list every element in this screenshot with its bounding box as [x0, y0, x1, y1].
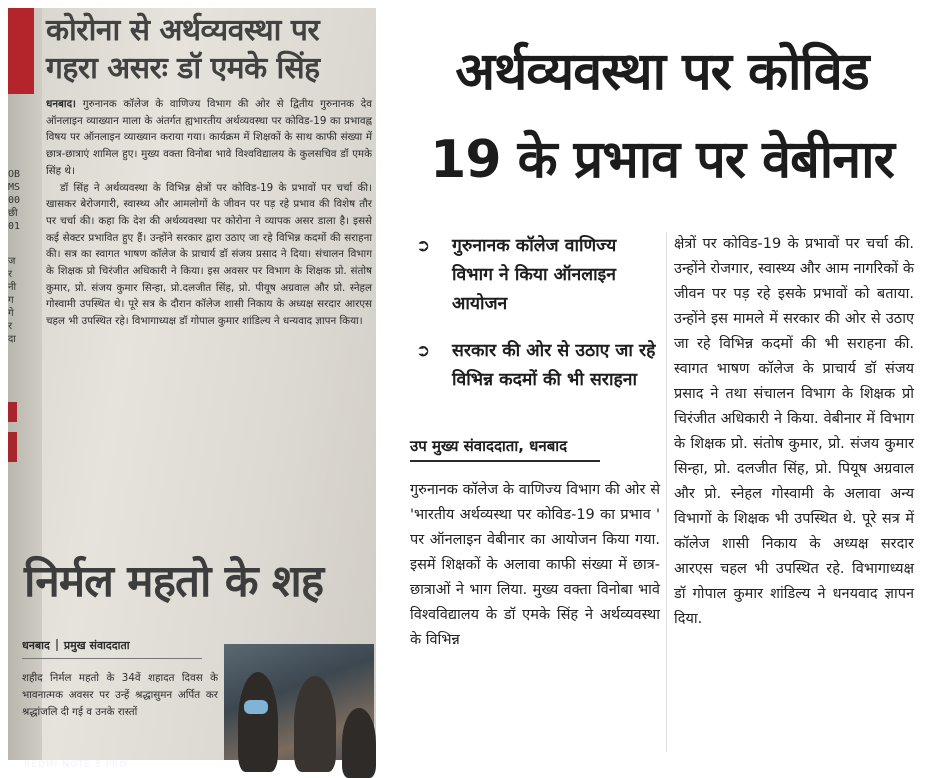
- margin-fragment: र: [8, 269, 13, 280]
- second-article-byline: [22, 638, 130, 653]
- margin-fragment: नी: [8, 282, 17, 293]
- highlight-item: [410, 232, 660, 319]
- margin-fragment: MS: [8, 182, 21, 193]
- margin-fragment: ज: [8, 256, 16, 267]
- right-article-left-column: [410, 232, 660, 653]
- margin-fragment: दा: [8, 334, 16, 345]
- left-paragraph: डॉ सिंह ने अर्थव्यवस्था के विभिन्न क्षेत्रों पर कोविड-19 के प्रभावों पर चर्चा की। खासकर बेरोजगारी, स्वास्थ्य और आमलोगों के जीवन पर पड़ रहे प्रभाव की विशेष तौर पर चर्चा की। कहा कि देश की अर्थव्यवस्था पर कोरोना ने व्यापक असर डाला है। इससे कई सेक्टर प्रभावित हुए हैं। उन्होंने सरकार द्वारा उठाए जा रहे विभिन्न कदमों की सराहना की। सत्र का स्वागत भाषण कॉलेज के प्राचार्य डॉ संजय प्रसाद ने दिया। संचालन विभाग के शिक्षक प्रो चिरंजीत अधिकारी ने किया। इस अवसर पर विभाग के शिक्षक प्रो. संतोष कुमार, प्रो. संजय कुमार सिन्हा, प्रो.दलजीत सिंह, प्रो. पीयूष अग्रवाल और प्रो. स्नेहल गोस्वामी उपस्थित थे। पूरे सत्र के दौरान कॉलेज शासी निकाय के अध्यक्ष सरदार आरएस चहल भी उपस्थित रहे। विभागाध्यक्ष डॉ गोपाल कुमार शांडिल्य ने धन्यवाद ज्ञापन किया।: [46, 181, 372, 328]
- left-paragraph: [46, 96, 372, 180]
- byline-underline: [410, 460, 600, 462]
- margin-fragment: गे: [8, 308, 14, 319]
- column-divider: [666, 232, 667, 752]
- margin-fragment: र: [8, 321, 13, 332]
- second-article-dateline: धनबाद: [22, 639, 50, 652]
- photo-person: [294, 676, 336, 772]
- highlight-text: सरकार की ओर से उठाए जा रहे विभिन्न कदमों की भी सराहना: [452, 341, 656, 390]
- red-accent-bar: [8, 8, 34, 94]
- right-article-byline: उप मुख्य संवाददाता, धनबाद: [410, 437, 568, 455]
- second-article-headline: निर्मल महतो के शह: [24, 556, 324, 607]
- margin-fragment: छी: [8, 208, 18, 219]
- red-margin-mark: [8, 402, 17, 422]
- photo-person: [342, 708, 376, 778]
- left-headline: [46, 12, 372, 88]
- red-margin-mark: [8, 432, 17, 462]
- photo-person: [238, 672, 278, 772]
- margin-fragment: OB: [8, 169, 21, 180]
- byline-separator: [56, 639, 58, 651]
- byline-rule: [22, 658, 202, 659]
- arrow-bullet-icon: ➲: [416, 341, 431, 361]
- camera-watermark: REDMI NOTE 5 PRO: [24, 760, 128, 770]
- highlight-text: गुरुनानक कॉलेज वाणिज्य विभाग ने किया ऑनलाइन आयोजन: [452, 236, 617, 314]
- second-article-reporter: प्रमुख संवाददाता: [63, 639, 130, 652]
- left-paragraph-text: गुरुनानक कॉलेज के वाणिज्य विभाग की ओर से द्वितीय गुरुनानक देव ऑनलाइन व्याख्यान माला के अंतर्गत ह्यभारतीय अर्थव्यवस्था पर कोविड-19 का प्रभावह्न विषय पर ऑनलाइन व्याख्यान कराया गया। कार्यक्रम में शिक्षकों के साथ काफी संख्या में छात्र-छात्राएं शामिल हुए। मुख्य वक्ता विनोबा भावे विश्वविद्यालय के कुलसचिव डॉ एमके सिंह थे।: [46, 98, 372, 177]
- arrow-bullet-icon: ➲: [416, 236, 431, 256]
- left-article: [46, 12, 372, 330]
- left-headline-line: गहरा असरः डॉ एमके सिंह: [46, 51, 320, 86]
- left-newspaper-clipping: [8, 8, 376, 770]
- margin-fragment: 01: [8, 221, 21, 232]
- right-headline-line: 19 के प्रभाव पर वेबीनार: [430, 130, 894, 190]
- margin-text-fragments: [8, 168, 38, 346]
- left-headline-line: कोरोना से अर्थव्यवस्था पर: [46, 13, 320, 48]
- right-article-body-right: क्षेत्रों पर कोविड-19 के प्रभावों पर चर्चा की. उन्होंने रोजगार, स्वास्थ्य और आम नागरिकों के जीवन पर पड़ रहे इसके प्रभावों को बताया. उन्होंने इस मामले में सरकार की ओर से उठाए जा रहे विभिन्न कदमों की भी सराहना की. स्वागत भाषण कॉलेज के प्राचार्य डॉ संजय प्रसाद ने तथा संचालन विभाग के शिक्षक प्रो चिरंजीत अधिकारी ने किया. वेबीनार में विभाग के शिक्षक प्रो. संतोष कुमार, प्रो. संजय कुमार सिन्हा, प्रो. दलजीत सिंह, प्रो. पियूष अग्रवाल और प्रो. स्नेहल गोस्वामी के अलावा अन्य विभागों के शिक्षक भी उपस्थित थे. पूरे सत्र में कॉलेज शासी निकाय के अध्यक्ष सरदार आरएस चहल भी उपस्थित रहे. विभागाध्यक्ष डॉ गोपाल कुमार शांडिल्य ने धनयवाद ज्ञापन दिया.: [674, 236, 914, 627]
- right-article-body-left: गुरुनानक कॉलेज के वाणिज्य विभाग की ओर से 'भारतीय अर्थव्यस्था पर कोविड-19 का प्रभाव ' पर ऑनलाइन वेबीनार का आयोजन किया गया. इसमें शिक्षकों के अलावा काफी संख्या में छात्र-छात्राओं ने भाग लिया. मुख्य वक्ता विनोबा भावे विश्वविद्यालय के डॉ एमके सिंह ने अर्थव्यवस्था के विभिन्न: [410, 482, 660, 648]
- news-photo: [224, 644, 374, 760]
- right-headline: [396, 38, 928, 194]
- highlight-item: [410, 337, 660, 395]
- left-article-body: [46, 96, 372, 330]
- right-newspaper-clipping: [396, 18, 928, 760]
- margin-fragment: 00: [8, 195, 21, 206]
- second-article-body: शहीद निर्मल महतो के 34वें शहादत दिवस के भावनात्मक अवसर पर उन्हें श्रद्धासुमन अर्पित कर श्रद्धांजलि दी गई व उनके रास्तों: [22, 672, 218, 718]
- margin-fragment-gap: [8, 233, 38, 255]
- right-headline-line: अर्थव्यवस्था पर कोविड: [455, 42, 869, 102]
- margin-fragment: ग: [8, 295, 14, 306]
- left-dateline: धनबाद।: [46, 98, 76, 110]
- face-mask: [244, 700, 268, 714]
